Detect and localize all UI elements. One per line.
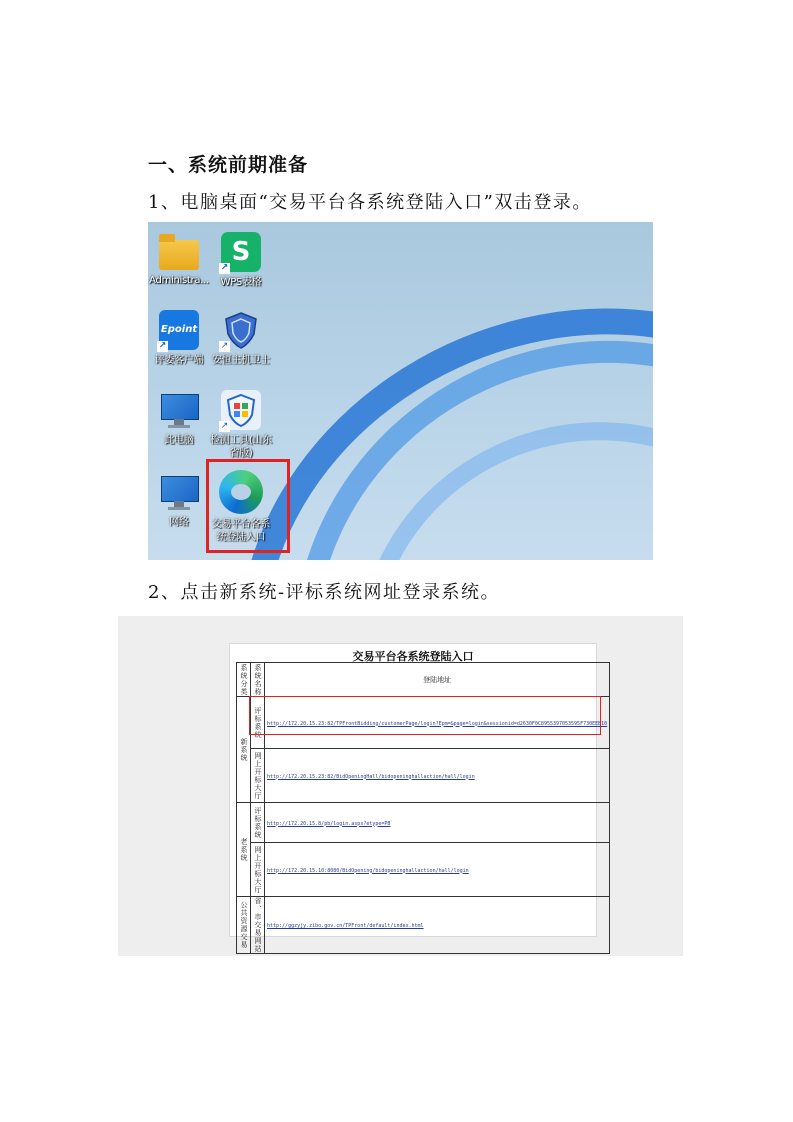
icon-label: 安恒主机卫士	[211, 355, 271, 366]
icon-label: 交易平台各系统登陆入口	[211, 519, 271, 543]
login-url-link[interactable]: http://172.20.15.8/pb/login.aspx?etype=PB	[267, 820, 391, 827]
category-cell: 公共资源交易	[237, 897, 251, 954]
wps-spreadsheet-icon[interactable]: S ↗ WPS表格	[210, 232, 272, 289]
category-cell: 新系统	[237, 697, 251, 803]
header-name: 系统名称	[251, 663, 265, 697]
icon-label: 此电脑	[164, 435, 194, 446]
step-2-text: 2、点击新系统-评标系统网址登录系统。	[148, 582, 501, 603]
icon-label: 检测工具(山东省版)	[210, 435, 272, 459]
icon-label: WPS表格	[220, 277, 262, 288]
network-icon[interactable]	[148, 472, 210, 529]
sheet-title: 交易平台各系统登陆入口	[352, 650, 474, 663]
icon-label: Administra...	[149, 275, 209, 286]
category-cell: 老系统	[237, 803, 251, 897]
detection-tool-icon[interactable]: ↗ 检测工具(山东省版)	[210, 390, 272, 460]
table-row	[237, 749, 610, 803]
system-name-cell: 评标系统	[251, 697, 265, 749]
this-pc-icon[interactable]	[148, 390, 210, 447]
login-url-link[interactable]: http://172.20.15.23:82/TPFrontBidding/customerPage/login?Epm=&page=login&sessionid=d2630F0C8955397053595F730EEB10	[267, 720, 608, 727]
system-name-cell: 网上开标大厅	[251, 843, 265, 897]
security-guard-icon[interactable]: ↗ 安恒主机卫士	[210, 310, 272, 367]
section-title: 一、系统前期准备	[148, 154, 309, 176]
administrator-folder-icon[interactable]	[148, 232, 210, 287]
icon-label: 评委客户端	[154, 355, 204, 366]
system-name-cell: 网上开标大厅	[251, 749, 265, 803]
login-url-link[interactable]: http://172.20.15.10:8080/BidOpening/bidopeninghallaction/hall/login	[267, 867, 469, 874]
table-row	[237, 897, 610, 954]
highlight-box-new-bid-system	[249, 696, 601, 735]
table-row	[237, 803, 610, 843]
table-row	[237, 843, 610, 897]
system-name-cell: 评标系统	[251, 803, 265, 843]
icon-label: 网络	[169, 517, 189, 528]
login-url-link[interactable]: http://172.20.15.23:82/BidOpeningHall/bidopeninghallaction/hall/login	[267, 773, 475, 780]
url-cell	[265, 897, 610, 954]
system-name-cell: 省、市交易网站	[251, 897, 265, 954]
highlight-box-edge-entry	[206, 459, 290, 553]
login-url-link[interactable]: http://ggzyjy.zibo.gov.cn/TPFront/default/index.html	[267, 923, 424, 929]
url-cell	[265, 803, 610, 843]
url-cell	[265, 843, 610, 897]
login-entry-sheet	[229, 643, 608, 953]
url-cell	[265, 749, 610, 803]
header-url: 登陆地址	[265, 663, 610, 697]
epoint-client-icon[interactable]: Epoint ↗ 评委客户端	[148, 310, 210, 367]
step-1-text: 1、电脑桌面“交易平台各系统登陆入口”双击登录。	[148, 192, 592, 213]
header-category: 系统分类	[237, 663, 251, 697]
